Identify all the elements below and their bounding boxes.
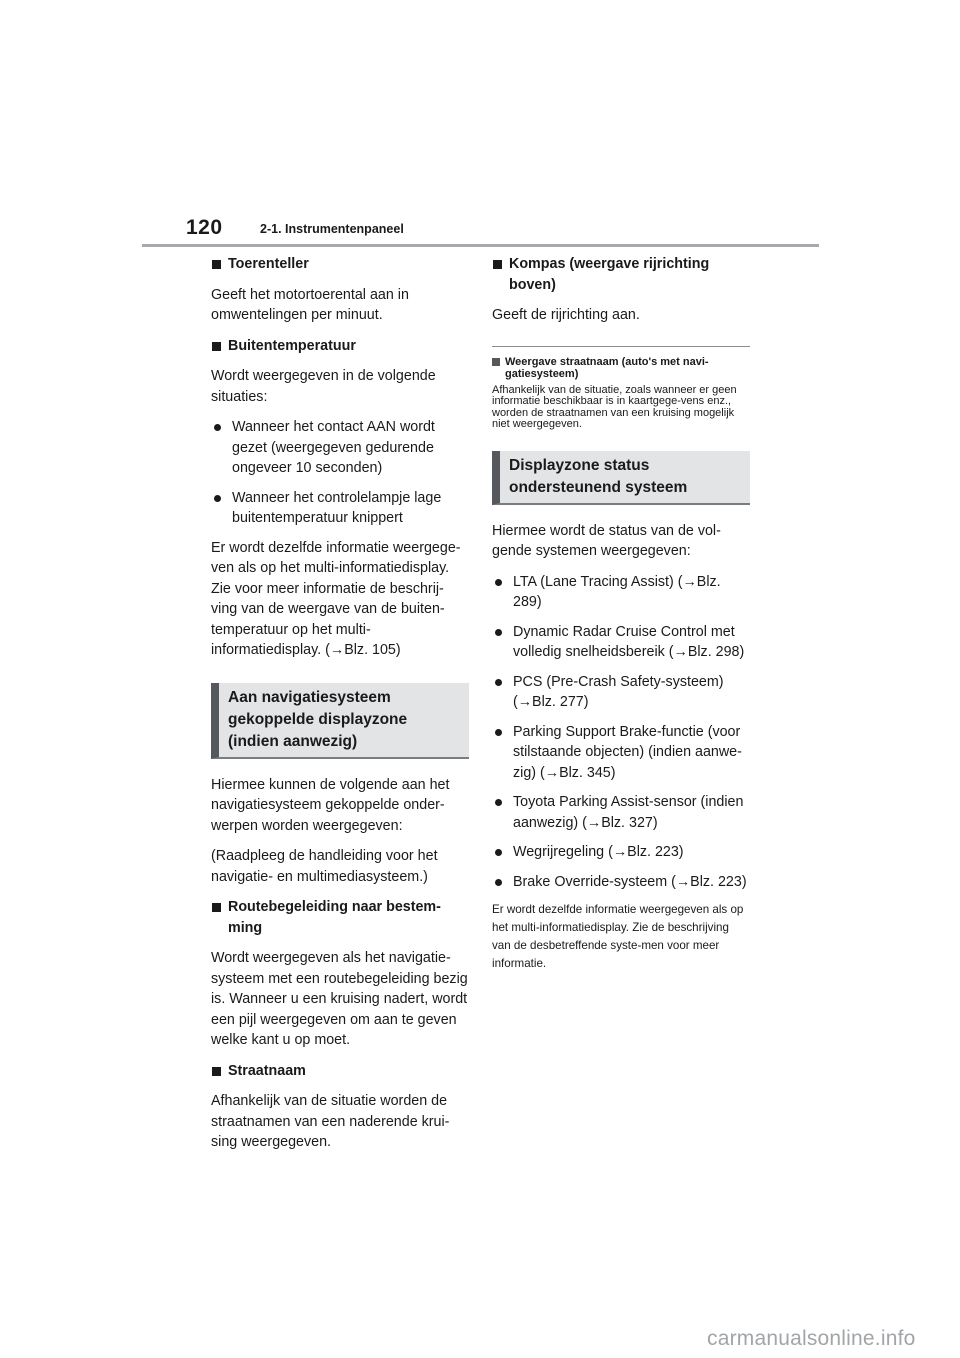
left-column: [211, 254, 469, 1163]
list-item: [492, 722, 750, 784]
list-item: [492, 842, 750, 863]
list-item-text: Wanneer het controlelampje lage buitentemperatuur knippert: [232, 489, 442, 526]
status-footnote: Er wordt dezelfde informatie weergegeven als op het multi-informatiedisplay. Zie de beschrijving van de desbetreffende syste-men voor meer informatie.: [492, 903, 744, 971]
status-text: Hiermee wordt de status van de vol-gende systemen weergegeven:: [492, 522, 721, 560]
straatnaam-text: Afhankelijk van de situatie worden de straatnamen van een naderende krui-sing weergegeven.: [211, 1093, 450, 1150]
nav-text-1: Hiermee kunnen de volgende aan het navigatiesysteem gekoppelde onder-werpen worden weergegeven:: [211, 776, 450, 834]
bullet-dot-icon: [214, 424, 221, 431]
square-bullet-icon: [212, 903, 221, 912]
square-bullet-icon: [492, 358, 500, 366]
list-item: [492, 672, 750, 713]
bullet-dot-icon: [495, 679, 502, 686]
list-item-text: Wegrijregeling (→Blz. 223): [513, 844, 684, 861]
list-item-text: PCS (Pre-Crash Safety-systeem) (→Blz. 277): [513, 673, 724, 711]
kompas-heading-text: Kompas (weergave rijrichting boven): [509, 256, 710, 293]
watermark: carmanualsonline.info: [707, 1327, 916, 1350]
list-item-text: Wanneer het contact AAN wordt gezet (weergegeven gedurende ongeveer 10 seconden): [232, 419, 435, 476]
toerenteller-heading: [211, 254, 469, 275]
list-item-text: Toyota Parking Assist-sensor (indien aanwezig) (→Blz. 327): [513, 794, 744, 831]
navigation-zone-box-title: Aan navigatiesysteem gekoppelde displayzone (indien aanwezig): [211, 683, 469, 759]
route-heading: [211, 897, 469, 938]
straatnaam-heading: [211, 1061, 469, 1082]
bullet-dot-icon: [214, 495, 221, 502]
buitentemperatuur-heading: [211, 336, 469, 357]
buitentemperatuur-heading-text: Buitentemperatuur: [228, 337, 356, 354]
bullet-dot-icon: [495, 729, 502, 736]
nav-text-2: (Raadpleeg de handleiding voor het navigatie- en multimediasysteem.): [211, 848, 438, 885]
square-bullet-icon: [493, 260, 502, 269]
header-divider: [142, 244, 819, 247]
note-heading: [492, 356, 750, 380]
list-item: [492, 872, 750, 893]
list-item-text: Parking Support Brake-functie (voor stilstaande objecten) (indien aanwe-zig) (→Blz. 345): [513, 723, 742, 781]
toerenteller-text: Geeft het motortoerental aan in omwentelingen per minuut.: [211, 286, 409, 323]
kompas-text: Geeft de rijrichting aan.: [492, 307, 640, 323]
bullet-dot-icon: [495, 629, 502, 636]
square-bullet-icon: [212, 1067, 221, 1076]
list-item: [492, 622, 750, 663]
square-bullet-icon: [212, 342, 221, 351]
buitentemperatuur-text: Wordt weergegeven in de volgende situaties:: [211, 368, 436, 405]
section-title: 2-1. Instrumentenpaneel: [260, 222, 404, 236]
buitentemperatuur-info: Er wordt dezelfde informatie weergege-ven als op het multi-informatiedisplay. Zie voor meer informatie de beschrij-ving van de weergave van de buiten-temperatuur op het multi-informatiedisplay. (→Blz. 105): [211, 539, 461, 658]
note-text: Afhankelijk van de situatie, zoals wanneer er geen informatie beschikbaar is in kaartgege-vens enz., worden de straatnamen van een kruising mogelijk niet weergegeven.: [492, 383, 737, 431]
list-item-text: Dynamic Radar Cruise Control met volledig snelheidsbereik (→Blz. 298): [513, 623, 745, 661]
kompas-heading: [492, 254, 750, 295]
note-divider: [492, 346, 750, 347]
page-number: 120: [186, 216, 223, 239]
route-text: Wordt weergegeven als het navigatie-systeem met een routebegeleiding bezig is. Wanneer u een kruising nadert, wordt een pijl weergegeven om aan te geven welke kant u op moet.: [211, 950, 468, 1048]
bullet-dot-icon: [495, 799, 502, 806]
bullet-dot-icon: [495, 879, 502, 886]
bullet-dot-icon: [495, 579, 502, 586]
list-item: [211, 417, 469, 479]
route-heading-text: Routebegeleiding naar bestem-ming: [228, 899, 441, 936]
toerenteller-heading-text: Toerenteller: [228, 256, 309, 272]
straatnaam-heading-text: Straatnaam: [228, 1062, 306, 1079]
list-item: [492, 572, 750, 613]
bullet-dot-icon: [495, 849, 502, 856]
list-item: [492, 792, 750, 833]
list-item: [211, 488, 469, 529]
square-bullet-icon: [212, 260, 221, 269]
list-item-text: LTA (Lane Tracing Assist) (→Blz. 289): [513, 573, 721, 611]
status-zone-box-title: Displayzone status ondersteunend systeem: [492, 451, 750, 505]
note-heading-text: Weergave straatnaam (auto's met navi-gatiesysteem): [505, 355, 709, 380]
right-column: [492, 254, 750, 973]
list-item-text: Brake Override-systeem (→Blz. 223): [513, 873, 747, 890]
